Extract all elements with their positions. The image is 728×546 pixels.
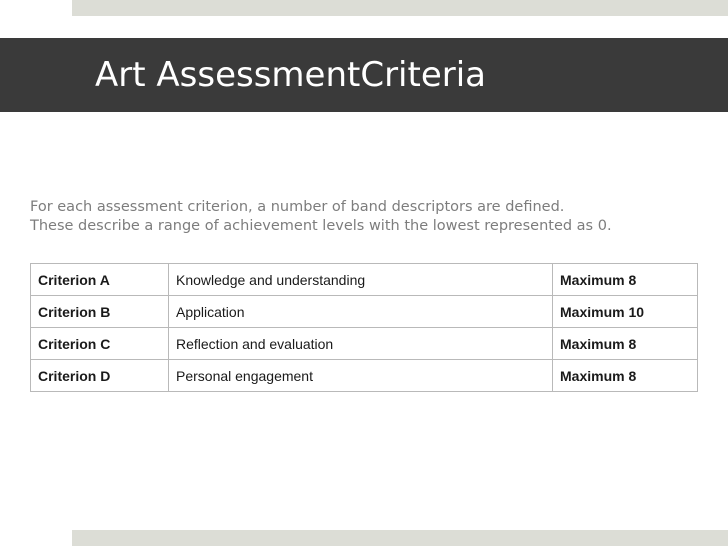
table-row [31,296,698,328]
criterion-cell: Criterion D [31,360,169,392]
description-cell: Knowledge and understanding [169,264,553,296]
criterion-cell: Criterion A [31,264,169,296]
maximum-cell: Maximum 8 [553,328,698,360]
maximum-cell: Maximum 8 [553,360,698,392]
maximum-cell: Maximum 10 [553,296,698,328]
criterion-cell: Criterion C [31,328,169,360]
bottom-decorative-band [72,530,728,546]
criteria-table [30,263,698,392]
criterion-cell: Criterion B [31,296,169,328]
intro-text [30,198,710,236]
slide-title: Art AssessmentCriteria [95,55,486,95]
table-row [31,328,698,360]
table-row [31,264,698,296]
intro-line: For each assessment criterion, a number of band descriptors are defined. [30,199,565,215]
description-cell: Application [169,296,553,328]
description-cell: Personal engagement [169,360,553,392]
intro-line: These describe a range of achievement levels with the lowest represented as 0. [30,218,612,234]
maximum-cell: Maximum 8 [553,264,698,296]
table-row [31,360,698,392]
description-cell: Reflection and evaluation [169,328,553,360]
top-decorative-band [72,0,728,16]
